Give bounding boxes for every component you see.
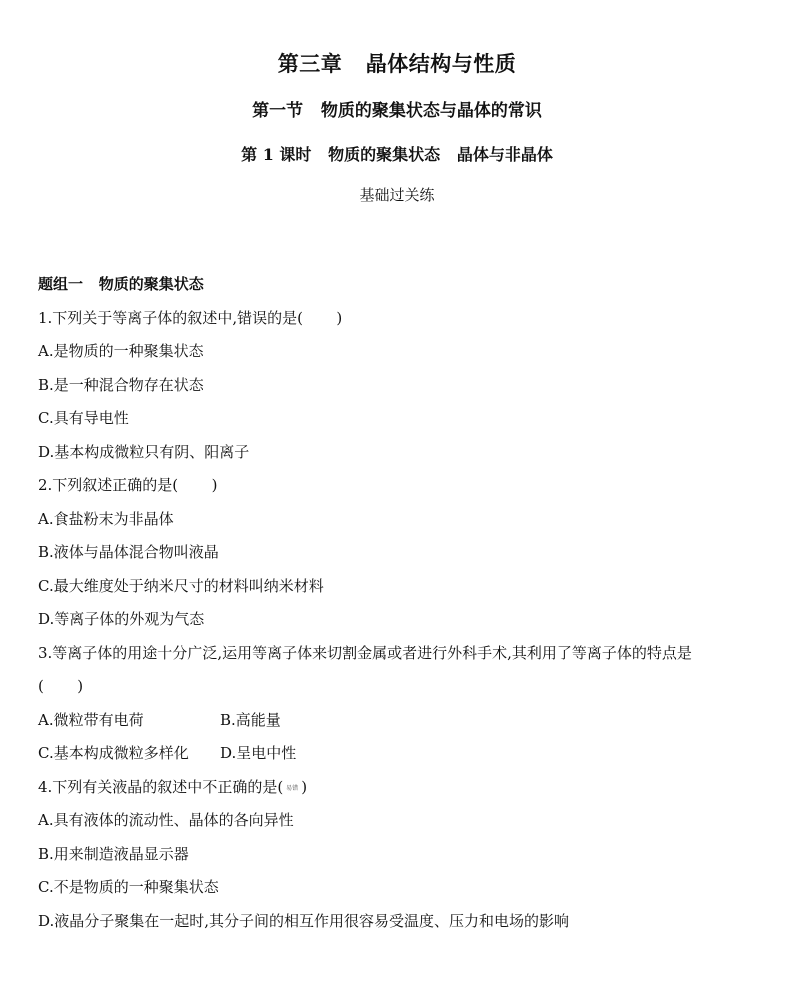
lesson-part-2: 晶体与非晶体: [456, 145, 553, 164]
group-label: 题组一: [38, 275, 84, 293]
section-number: 第一节: [252, 101, 304, 121]
option-item: B.液体与晶体混合物叫液晶: [38, 543, 219, 561]
section-name: 物质的聚集状态与晶体的常识: [320, 101, 542, 121]
option-item: A.具有液体的流动性、晶体的各向异性: [38, 811, 294, 829]
group-name: 物质的聚集状态: [98, 275, 204, 293]
option-item: B.是一种混合物存在状态: [38, 375, 204, 394]
question-1-stem-end: ): [336, 308, 343, 327]
option-item: B.高能量: [220, 710, 281, 729]
question-stem: [38, 469, 758, 503]
lesson-part-1: 物质的聚集状态: [328, 145, 441, 164]
question-2-stem-end: ): [211, 476, 218, 494]
option-item: A.食盐粉末为非晶体: [38, 509, 174, 528]
chapter-title: [0, 48, 794, 78]
question-stem: [38, 302, 758, 336]
option-item: C.最大维度处于纳米尺寸的材料叫纳米材料: [38, 576, 324, 595]
chapter-name: 晶体结构与性质: [365, 51, 517, 76]
question-4-stem: 4.下列有关液晶的叙述中不正确的是(: [38, 777, 284, 796]
option-item: C.不是物质的一种聚集状态: [38, 878, 219, 896]
question-3-paren-close: ): [77, 677, 84, 695]
option-row: [38, 737, 758, 771]
lesson-prefix: 第 1 课时: [241, 145, 312, 164]
error-prone-note: 易错: [286, 784, 299, 792]
question-4-stem-end: ): [301, 777, 308, 796]
question-3-stem: 3.等离子体的用途十分广泛,运用等离子体来切割金属或者进行外科手术,其利用了等离子体的特点是: [38, 643, 692, 662]
option-item: D.液晶分子聚集在一起时,其分子间的相互作用很容易受温度、压力和电场的影响: [38, 911, 570, 930]
option-item: C.基本构成微粒多样化: [38, 744, 189, 762]
exercise-subheading: 基础过关练: [359, 186, 435, 204]
option-item: A.是物质的一种聚集状态: [38, 342, 204, 360]
chapter-number: 第三章: [277, 51, 343, 76]
option-item: B.用来制造液晶显示器: [38, 844, 189, 863]
question-1-stem: 1.下列关于等离子体的叙述中,错误的是(: [38, 308, 303, 327]
section-title: [0, 96, 794, 121]
option-item: D.呈电中性: [220, 744, 297, 762]
option-item: D.等离子体的外观为气态: [38, 610, 205, 628]
question-stem: [38, 637, 758, 671]
question-2-stem: 2.下列叙述正确的是(: [38, 476, 179, 494]
question-stem-continuation: [38, 670, 758, 704]
option-row: [38, 704, 758, 738]
option-item: D.基本构成微粒只有阴、阳离子: [38, 442, 250, 461]
question-content: [38, 268, 758, 938]
option-item: A.微粒带有电荷: [38, 710, 144, 729]
option-item: C.具有导电性: [38, 409, 129, 427]
group-heading: [38, 268, 758, 302]
lesson-title: [0, 142, 794, 165]
question-3-paren-open: (: [38, 677, 44, 695]
question-stem: [38, 771, 758, 805]
